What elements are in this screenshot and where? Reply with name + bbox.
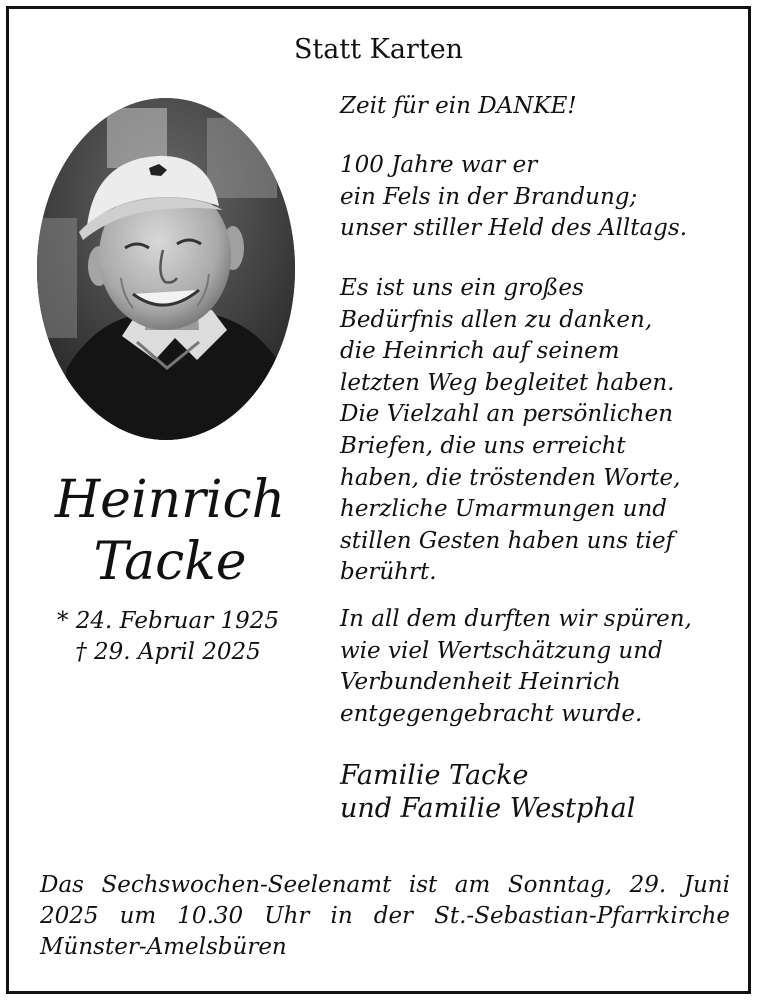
footer-word: 29. [629, 872, 667, 898]
footer-word: Sechswochen-Seelenamt [101, 872, 392, 898]
footer-word: in [330, 903, 353, 929]
footer-word: ist [408, 872, 438, 898]
service-announcement [40, 870, 730, 963]
footer-line-1 [40, 870, 730, 901]
death-date: † 29. April 2025 [75, 639, 261, 665]
notice-header: Statt Karten [293, 34, 464, 65]
paragraph-line: Briefen, die uns erreicht [340, 432, 626, 459]
footer-word: St.-Sebastian-Pfarrkirche [434, 903, 730, 929]
birth-date: * 24. Februar 1925 [56, 608, 280, 634]
footer-word: Sonntag, [507, 872, 613, 898]
paragraph-line: herzliche Umarmungen und [340, 496, 668, 523]
footer-word: der [373, 903, 414, 929]
signature-line: Familie Tacke [340, 760, 529, 791]
paragraph-line: Bedürfnis allen zu danken, [340, 306, 653, 333]
thanks-intro [340, 91, 740, 123]
paragraph-line: die Heinrich auf seinem [340, 338, 620, 365]
paragraph-line: entgegengebracht wurde. [340, 700, 643, 727]
footer-word: um [119, 903, 157, 929]
footer-word: Das [40, 872, 84, 898]
paragraph-line: Es ist uns ein großes [340, 275, 584, 301]
paragraph-3 [340, 604, 740, 730]
paragraph-line: stillen Gesten haben uns tief [340, 527, 675, 554]
portrait-photo [37, 98, 295, 440]
footer-word: am [454, 872, 491, 898]
portrait-illustration [37, 98, 295, 440]
footer-word: 10.30 [177, 903, 244, 929]
signature-line: und Familie Westphal [340, 793, 636, 824]
paragraph-line: In all dem durften wir spüren, [340, 606, 692, 632]
paragraph-2 [340, 273, 740, 589]
footer-word: Juni [683, 872, 730, 898]
footer-word: Uhr [264, 903, 310, 929]
paragraph-line: unser stiller Held des Alltags. [340, 215, 687, 242]
footer-line-3: Münster-Amelsbüren [40, 934, 287, 960]
paragraph-1 [340, 150, 740, 245]
footer-line-2 [40, 901, 730, 932]
paragraph-line: berührt. [340, 559, 437, 586]
deceased-first-name: Heinrich [54, 470, 286, 530]
paragraph-line: ein Fels in der Brandung; [340, 183, 638, 210]
deceased-last-name: Tacke [93, 532, 247, 592]
paragraph-line: Die Vielzahl an persönlichen [340, 401, 674, 428]
family-signature [340, 759, 740, 825]
paragraph-line: haben, die tröstenden Worte, [340, 464, 681, 491]
footer-word: 2025 [40, 903, 99, 929]
intro-line: Zeit für ein DANKE! [340, 93, 577, 119]
paragraph-line: Verbundenheit Heinrich [340, 669, 621, 696]
paragraph-line: letzten Weg begleitet haben. [340, 369, 675, 396]
paragraph-line: 100 Jahre war er [340, 152, 538, 178]
paragraph-line: wie viel Wertschätzung und [340, 637, 663, 664]
